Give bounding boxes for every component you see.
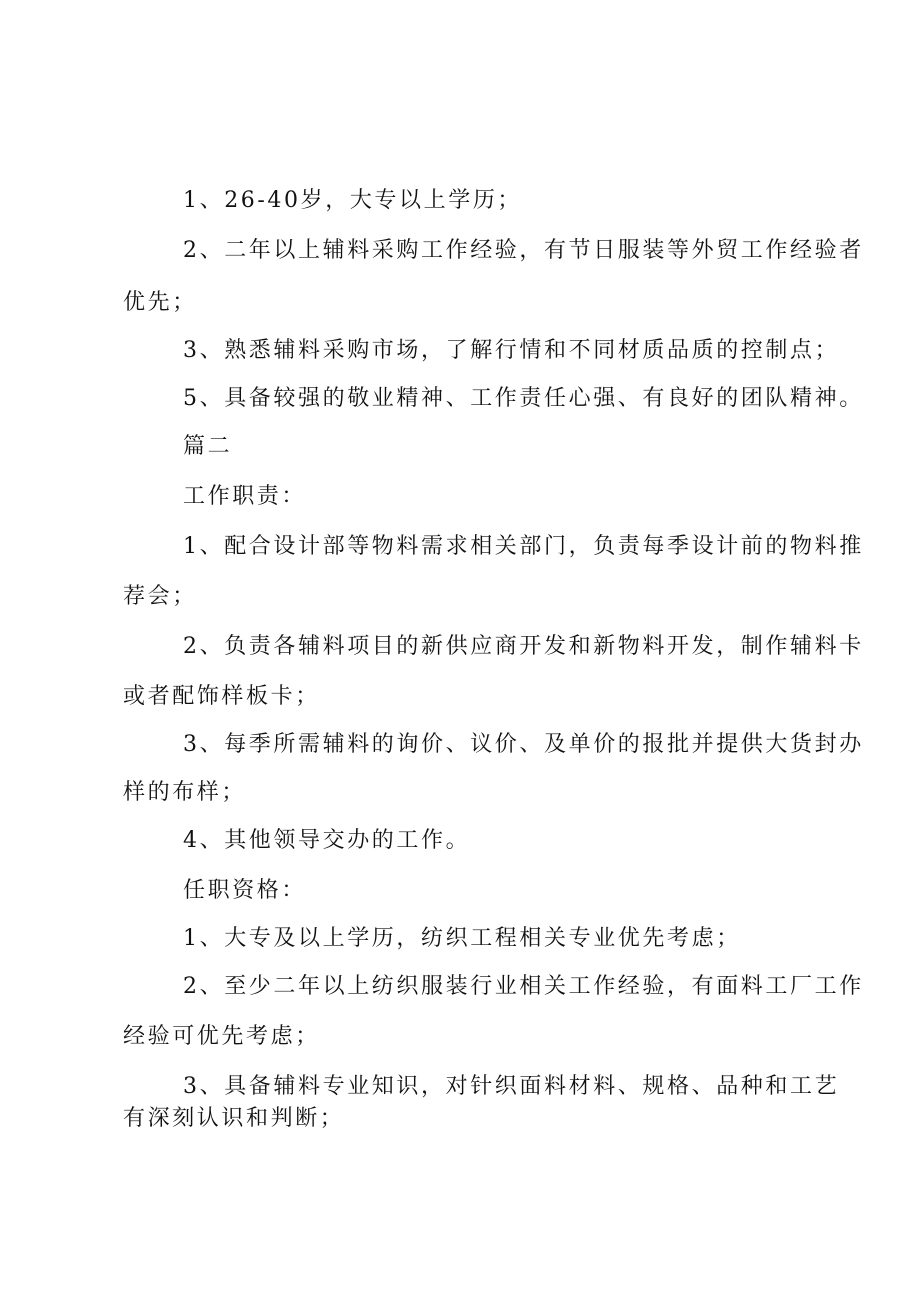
subheading: 任职资格： [183,878,307,903]
paragraph-line-continuation: 或者配饰样板卡； [123,684,320,709]
paragraph-line: 3、具备辅料专业知识，对针织面料材料、规格、品种和工艺 [183,1074,840,1099]
paragraph-line-continuation: 经验可优先考虑； [123,1024,320,1049]
paragraph-line: 2、二年以上辅料采购工作经验，有节日服装等外贸工作经验者 [183,238,864,263]
paragraph-line: 2、负责各辅料项目的新供应商开发和新物料开发，制作辅料卡 [183,634,864,659]
paragraph-line: 1、26-40岁，大专以上学历； [183,188,523,213]
section-heading: 篇二 [183,434,233,459]
paragraph-line-continuation: 优先； [123,290,197,315]
paragraph-line: 1、配合设计部等物料需求相关部门，负责每季设计前的物料推 [183,534,864,559]
paragraph-line: 2、至少二年以上纺织服装行业相关工作经验，有面料工厂工作 [183,974,864,999]
paragraph-line: 4、其他领导交办的工作。 [183,828,471,853]
subheading: 工作职责： [183,484,307,509]
paragraph-line: 1、大专及以上学历，纺织工程相关专业优先考虑； [183,926,741,951]
paragraph-line-continuation: 荐会； [123,584,197,609]
paragraph-line: 5、具备较强的敬业精神、工作责任心强、有良好的团队精神。 [183,386,864,411]
paragraph-line: 3、每季所需辅料的询价、议价、及单价的报批并提供大货封办 [183,732,864,757]
paragraph-line: 3、熟悉辅料采购市场，了解行情和不同材质品质的控制点； [183,338,840,363]
paragraph-line-continuation: 有深刻认识和判断； [123,1106,345,1131]
paragraph-line-continuation: 样的布样； [123,780,247,805]
